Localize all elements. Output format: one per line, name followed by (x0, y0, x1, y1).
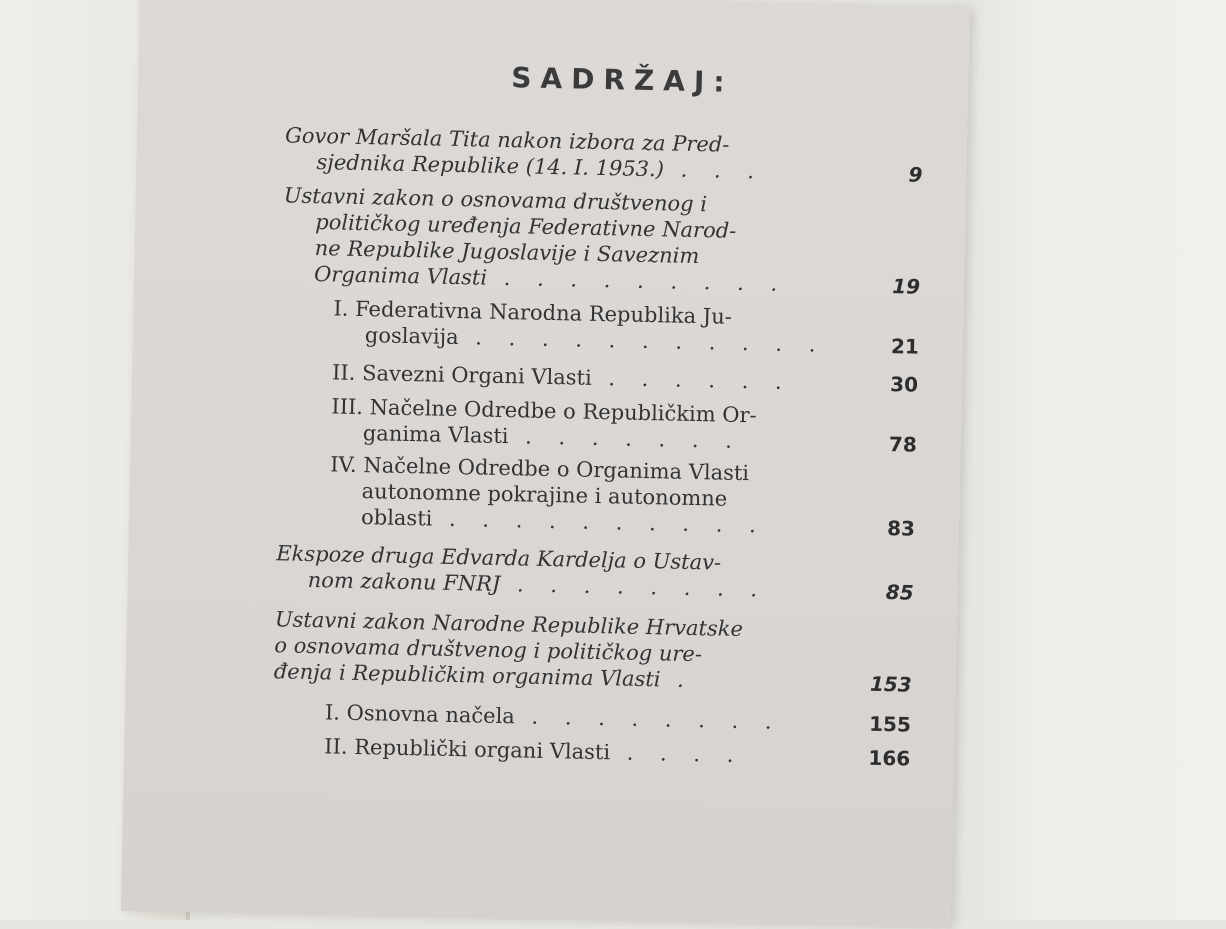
toc-entry (329, 451, 916, 541)
leader-dots: . . . . (609, 740, 744, 768)
leader-dots: . . . . . . . . (514, 704, 782, 734)
toc-entry (273, 606, 912, 697)
toc-line: Govor Maršala Tita nakon izbora za Pred- (284, 123, 730, 157)
toc-entry (282, 182, 921, 299)
leader-dots: . . . (663, 157, 765, 184)
leader-dots: . . . . . . . . (500, 571, 768, 602)
toc-line: autonomne pokrajine i autonomne (361, 479, 728, 511)
toc-line: đenja i Republičkim organima Vlasti (273, 659, 661, 692)
leader-dots: . . . . . . . . . . . (458, 325, 826, 357)
page-number: 30 (889, 372, 919, 397)
contents-heading: SADRŽAJ: (511, 61, 734, 99)
toc-line: IV. Načelne Odredbe o Organima Vlasti (329, 452, 750, 486)
toc-line: oblasti (360, 505, 433, 531)
page-number: 9 (908, 162, 923, 187)
toc-line: sjednika Republike (14. I. 1953.) (316, 150, 665, 182)
page-number: 166 (868, 745, 911, 771)
toc-line: II. Republički organi Vlasti (324, 734, 611, 765)
toc-line: političkog uređenja Federativne Narod- (315, 210, 737, 243)
page-number: 155 (868, 711, 912, 737)
toc-entry (324, 733, 911, 771)
leader-dots: . . . . . . (591, 365, 793, 395)
leader-dots: . . . . . . . . . (486, 265, 788, 296)
contents-page (121, 0, 970, 928)
toc-line: II. Savezni Organi Vlasti (331, 360, 592, 390)
leader-dots: . (660, 667, 695, 693)
toc-line: Ekspoze druga Edvarda Kardelja o Ustav- (276, 541, 722, 575)
toc-entry (331, 359, 919, 397)
toc-entry (284, 122, 923, 187)
toc-line: Ustavni zakon Narodne Republike Hrvatske (274, 607, 744, 642)
page-number: 85 (885, 580, 914, 605)
toc-line: nom zakonu FNRJ (307, 567, 501, 596)
toc-line: goslavija (364, 323, 459, 350)
toc-entry (324, 699, 912, 737)
page-number: 19 (891, 274, 921, 299)
page-number: 83 (886, 516, 916, 541)
toc-line: ne Republike Jugoslavije i Saveznim (314, 236, 700, 269)
toc-entry (276, 540, 914, 605)
toc-line: o osnovama društvenog i političkog ure- (274, 633, 703, 667)
page-number: 21 (890, 334, 920, 359)
toc-line: Ustavni zakon o osnovama društvenog i (283, 183, 708, 217)
toc-line: I. Osnovna načela (324, 700, 516, 729)
toc-line: I. Federativna Narodna Republika Ju- (333, 296, 733, 329)
right-page (950, 0, 1226, 920)
toc-line: Organima Vlasti (313, 262, 488, 290)
leader-dots: . . . . . . . (508, 424, 743, 454)
leader-dots: . . . . . . . . . . (432, 506, 767, 538)
page-number: 153 (869, 671, 912, 697)
toc-entry (331, 393, 918, 457)
toc-line: ganima Vlasti (362, 421, 509, 449)
toc-entry (333, 295, 920, 359)
page-number: 78 (888, 432, 918, 457)
toc-line: III. Načelne Odredbe o Republičkim Or- (331, 394, 757, 428)
